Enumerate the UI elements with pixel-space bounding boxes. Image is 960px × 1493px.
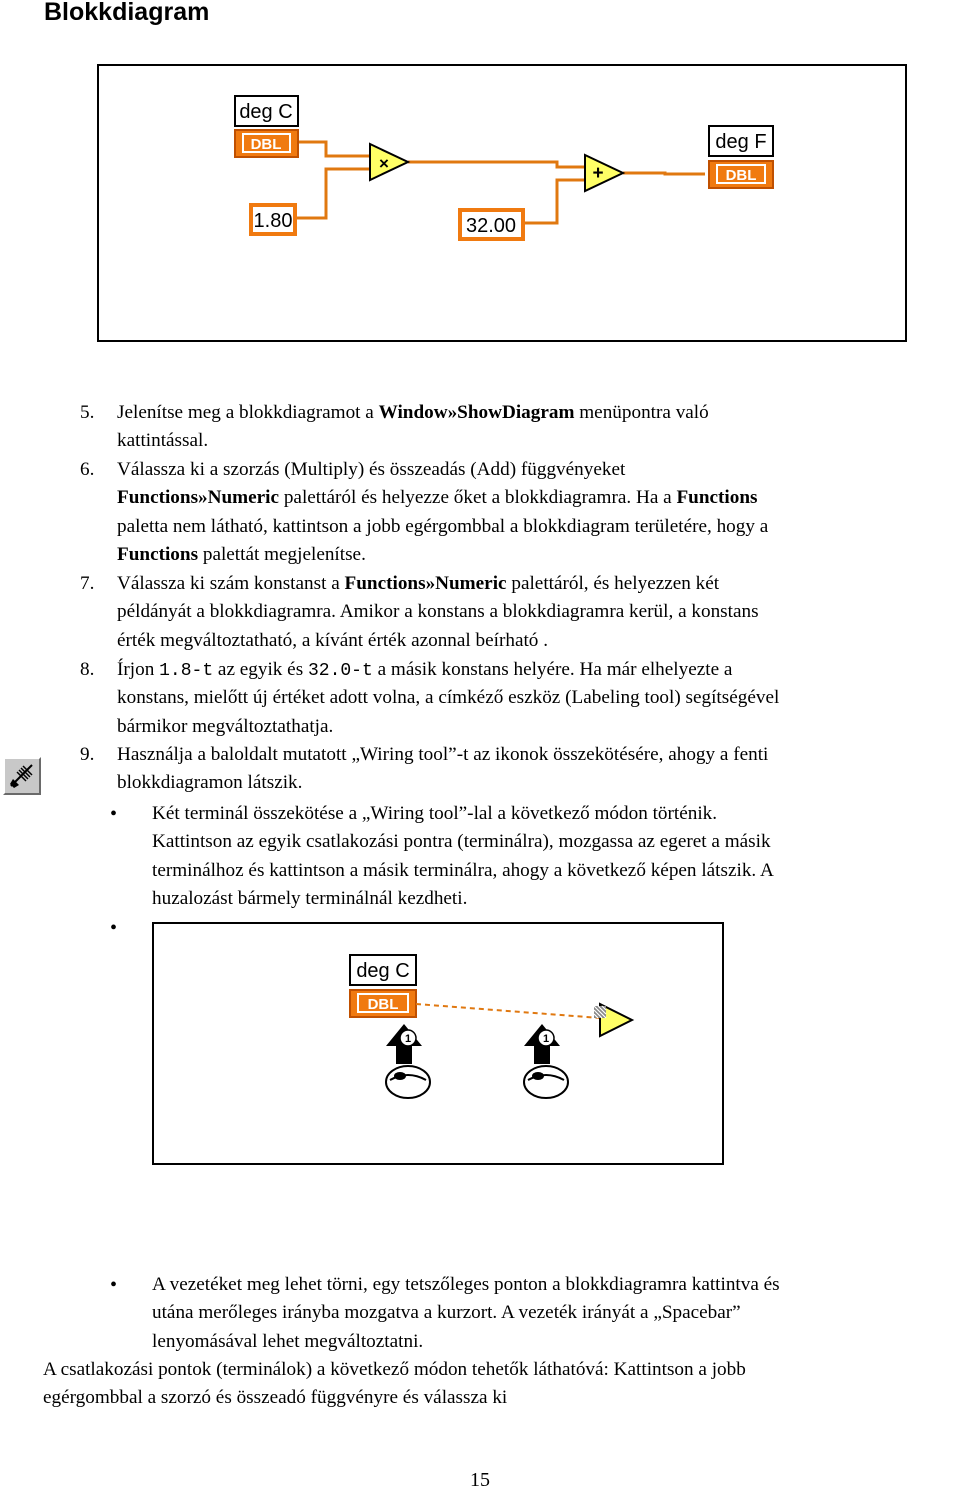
wiring-example-panel xyxy=(152,922,724,1165)
step-8-text-c: a másik konstans helyére. Ha már elhelyezte a xyxy=(372,659,733,680)
step-6-functions: Functions xyxy=(676,487,758,509)
step-8-text-b: az egyik és xyxy=(213,659,308,680)
deg-f-dbl-label: DBL xyxy=(725,167,757,184)
constant-32-00[interactable] xyxy=(458,208,525,241)
step-8-value-1: 1.8-t xyxy=(159,661,214,681)
step-6-line-1: Válassza ki a szorzás (Multiply) és összeadás (Add) függvényeket xyxy=(117,459,626,480)
step-8-value-2: 32.0-t xyxy=(307,661,373,681)
block-diagram-panel xyxy=(97,64,907,342)
wire-add-to-degf xyxy=(623,173,705,174)
deg-c-dbl-label-2: DBL xyxy=(367,996,399,1013)
deg-c-indicator-2[interactable] xyxy=(350,955,416,1017)
step-8-text-a: Írjon xyxy=(117,659,160,680)
step-5-text-b: menüpontra való xyxy=(574,402,709,423)
wiring-tool-icon[interactable] xyxy=(3,757,41,795)
bullet-1-line-4: huzalozást bármely terminálnál kezdheti. xyxy=(152,888,468,910)
step-8-number: 8. xyxy=(80,659,95,680)
step-8-line-2: konstans, mielőtt új értéket adott volna, a címkéző eszköz (Labeling tool) segítségével xyxy=(117,687,780,709)
page-number: 15 xyxy=(470,1469,490,1491)
constant-1-80[interactable] xyxy=(249,203,297,236)
step-9-line-1: Használja a baloldalt mutatott „Wiring tool”-t az ikonok összekötésére, ahogy a fenti xyxy=(117,744,769,765)
bullet-3-line-2: utána merőleges irányba mozgatva a kurzort. A vezeték irányát a „Spacebar” xyxy=(152,1302,741,1324)
deg-c-label: deg C xyxy=(239,101,293,123)
constant-32-00-value: 32.00 xyxy=(465,215,517,237)
wire-multiply-to-add xyxy=(408,162,585,167)
step-6-palette: Functions»Numeric xyxy=(117,487,280,509)
step-8-line-3: bármikor megváltoztathatja. xyxy=(117,715,334,737)
bullet-3-line-3: lenyomásával lehet megváltoztatni. xyxy=(152,1330,424,1352)
bullet-3-line-1: A vezetéket meg lehet törni, egy tetszőleges ponton a blokkdiagramra kattintva és xyxy=(152,1274,780,1295)
bullet-1-symbol: • xyxy=(110,803,118,825)
step-7-line-3: érték megváltoztatható, a kívánt érték azonnal beírható . xyxy=(117,629,548,651)
block-diagram-canvas xyxy=(99,66,905,340)
wire-degc-to-multiply xyxy=(298,142,370,156)
bullet-3-symbol: • xyxy=(110,1274,118,1296)
wiring-example-canvas xyxy=(154,924,722,1163)
deg-f-label: deg F xyxy=(715,131,767,153)
mouse-click-icon-1 xyxy=(386,1024,430,1098)
add-function[interactable] xyxy=(585,155,623,191)
step-6-number: 6. xyxy=(80,459,95,480)
wire-const2-to-add xyxy=(523,180,585,223)
step-7-palette: Functions»Numeric xyxy=(344,573,507,594)
multiply-symbol: × xyxy=(379,154,389,173)
step-7-text-b: palettáról, és helyezzen két xyxy=(506,573,720,594)
wire-const1-to-multiply xyxy=(295,169,370,218)
step-9-number: 9. xyxy=(80,744,95,765)
add-symbol: + xyxy=(592,163,604,184)
step-9-line-2: blokkdiagramon látszik. xyxy=(117,772,303,794)
step-5-menu-path: Window»ShowDiagram xyxy=(378,402,575,423)
bullet-1-line-1: Két terminál összekötése a „Wiring tool”-lal a következő módon történik. xyxy=(152,803,718,824)
mouse-click-1-label: 1 xyxy=(404,1033,412,1045)
deg-f-indicator[interactable] xyxy=(709,126,773,188)
deg-c-indicator[interactable] xyxy=(235,96,298,157)
mouse-click-icon-2 xyxy=(524,1024,568,1098)
bullet-1-line-3: terminálhoz és kattintson a másik terminálra, ahogy a következő képen látszik. A xyxy=(152,859,774,881)
mouse-click-2-label: 1 xyxy=(542,1033,550,1045)
deg-c-label-2: deg C xyxy=(356,960,410,982)
bullet-1-line-2: Kattintson az egyik csatlakozási pontra (terminálra), mozgassa az egeret a másik xyxy=(152,831,771,853)
step-5-line-2: kattintással. xyxy=(117,430,209,451)
step-6-line-3: paletta nem látható, kattintson a jobb egérgombbal a blokkdiagram területére, hogy a xyxy=(117,515,769,537)
bullet-2-symbol: • xyxy=(110,917,118,939)
deg-c-dbl-label: DBL xyxy=(250,136,282,153)
step-6-text-b: palettáról és helyezze őket a blokkdiagramra. Ha a xyxy=(279,487,677,509)
multiply-function[interactable] xyxy=(370,144,408,180)
step-7-text-a: Válassza ki szám konstanst a xyxy=(117,573,345,594)
step-6-functions-2: Functions xyxy=(117,544,199,566)
wire-preview xyxy=(416,1004,600,1018)
step-5-number: 5. xyxy=(80,402,95,423)
closing-line-2: egérgombbal a szorzó és összeadó függvényre és válassza ki xyxy=(43,1387,508,1409)
step-7-number: 7. xyxy=(80,573,95,594)
page-heading: Blokkdiagram xyxy=(44,0,210,26)
step-5-text-a: Jelenítse meg a blokkdiagramot a xyxy=(117,402,379,423)
step-6-text-d: palettát megjelenítse. xyxy=(198,544,366,566)
step-7-line-2: példányát a blokkdiagramra. Amikor a konstans a blokkdiagramra kerül, a konstans xyxy=(117,601,759,623)
target-node[interactable] xyxy=(594,1004,632,1036)
constant-1-80-value: 1.80 xyxy=(253,210,293,232)
closing-line-1: A csatlakozási pontok (terminálok) a következő módon tehetők láthatóvá: Kattintson a jobb xyxy=(43,1359,746,1380)
